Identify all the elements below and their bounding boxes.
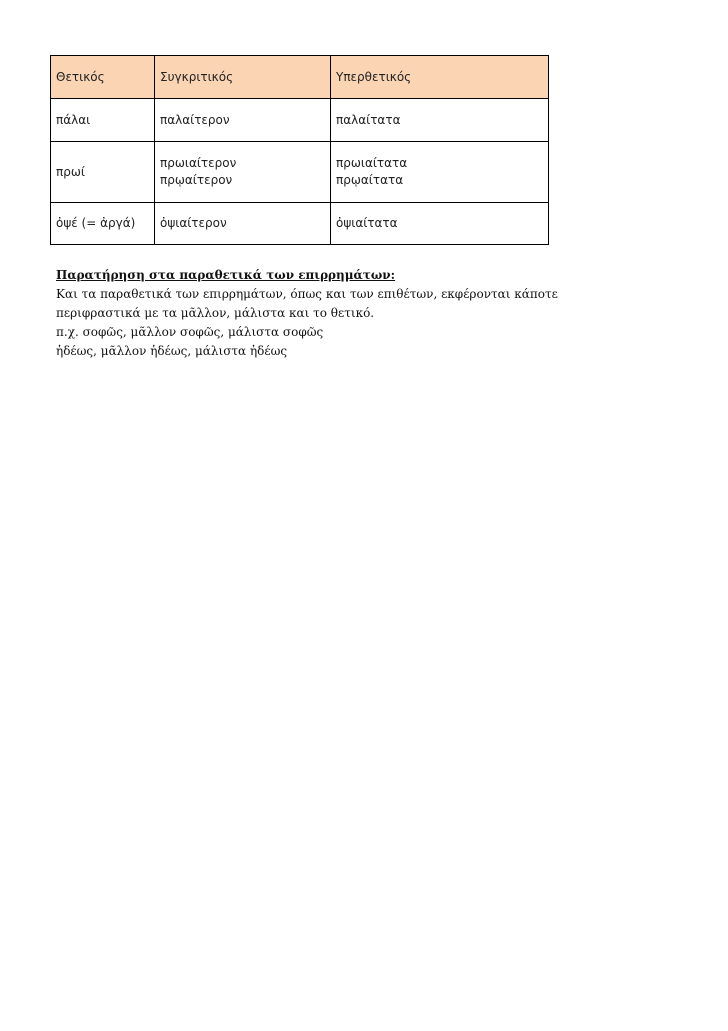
adverb-comparison-table bbox=[50, 55, 549, 245]
table-row bbox=[51, 142, 549, 203]
table-row bbox=[51, 203, 549, 245]
cell-text: ὀψιαίτερον bbox=[160, 216, 227, 230]
cell-text: ὀψιαίτατα bbox=[336, 216, 398, 230]
table-row bbox=[51, 99, 549, 142]
note-line: π.χ. σοφῶς, μᾶλλον σοφῶς, μάλιστα σοφῶς bbox=[56, 325, 324, 339]
table-header-row bbox=[51, 56, 549, 99]
cell-comparative bbox=[155, 99, 331, 142]
cell-text: ὀψέ (= ἀργά) bbox=[56, 216, 136, 230]
cell-text: πάλαι bbox=[56, 112, 91, 127]
cell-superlative bbox=[331, 99, 549, 142]
note-line: περιφραστικά με τα μᾶλλον, μάλιστα και το θετικό. bbox=[56, 306, 375, 320]
note-title: Παρατήρηση στα παραθετικά των επιρρημάτων: bbox=[56, 268, 396, 282]
cell-comparative bbox=[155, 203, 331, 245]
cell-text: πρωιαίτατα bbox=[336, 156, 408, 170]
cell-text: πρῳαίτερον bbox=[160, 173, 233, 187]
header-cell-superlative: Υπερθετικός bbox=[331, 56, 549, 99]
cell-superlative bbox=[331, 142, 549, 203]
note-line: ἡδέως, μᾶλλον ἡδέως, μάλιστα ἡδέως bbox=[56, 344, 288, 358]
cell-text: πρωί bbox=[56, 164, 85, 179]
note-line: Και τα παραθετικά των επιρρημάτων, όπως και των επιθέτων, εκφέρονται κάποτε bbox=[56, 287, 558, 301]
note-section bbox=[56, 266, 696, 361]
header-cell-comparative: Συγκριτικός bbox=[155, 56, 331, 99]
cell-text: πρωιαίτερον bbox=[160, 156, 237, 170]
header-cell-positive: Θετικός bbox=[51, 56, 155, 99]
cell-superlative bbox=[331, 203, 549, 245]
cell-text: παλαίτατα bbox=[336, 112, 401, 127]
cell-text: πρῳαίτατα bbox=[336, 173, 404, 187]
cell-text: παλαίτερον bbox=[160, 112, 230, 127]
cell-positive bbox=[51, 99, 155, 142]
cell-positive bbox=[51, 142, 155, 203]
cell-positive bbox=[51, 203, 155, 245]
cell-comparative bbox=[155, 142, 331, 203]
